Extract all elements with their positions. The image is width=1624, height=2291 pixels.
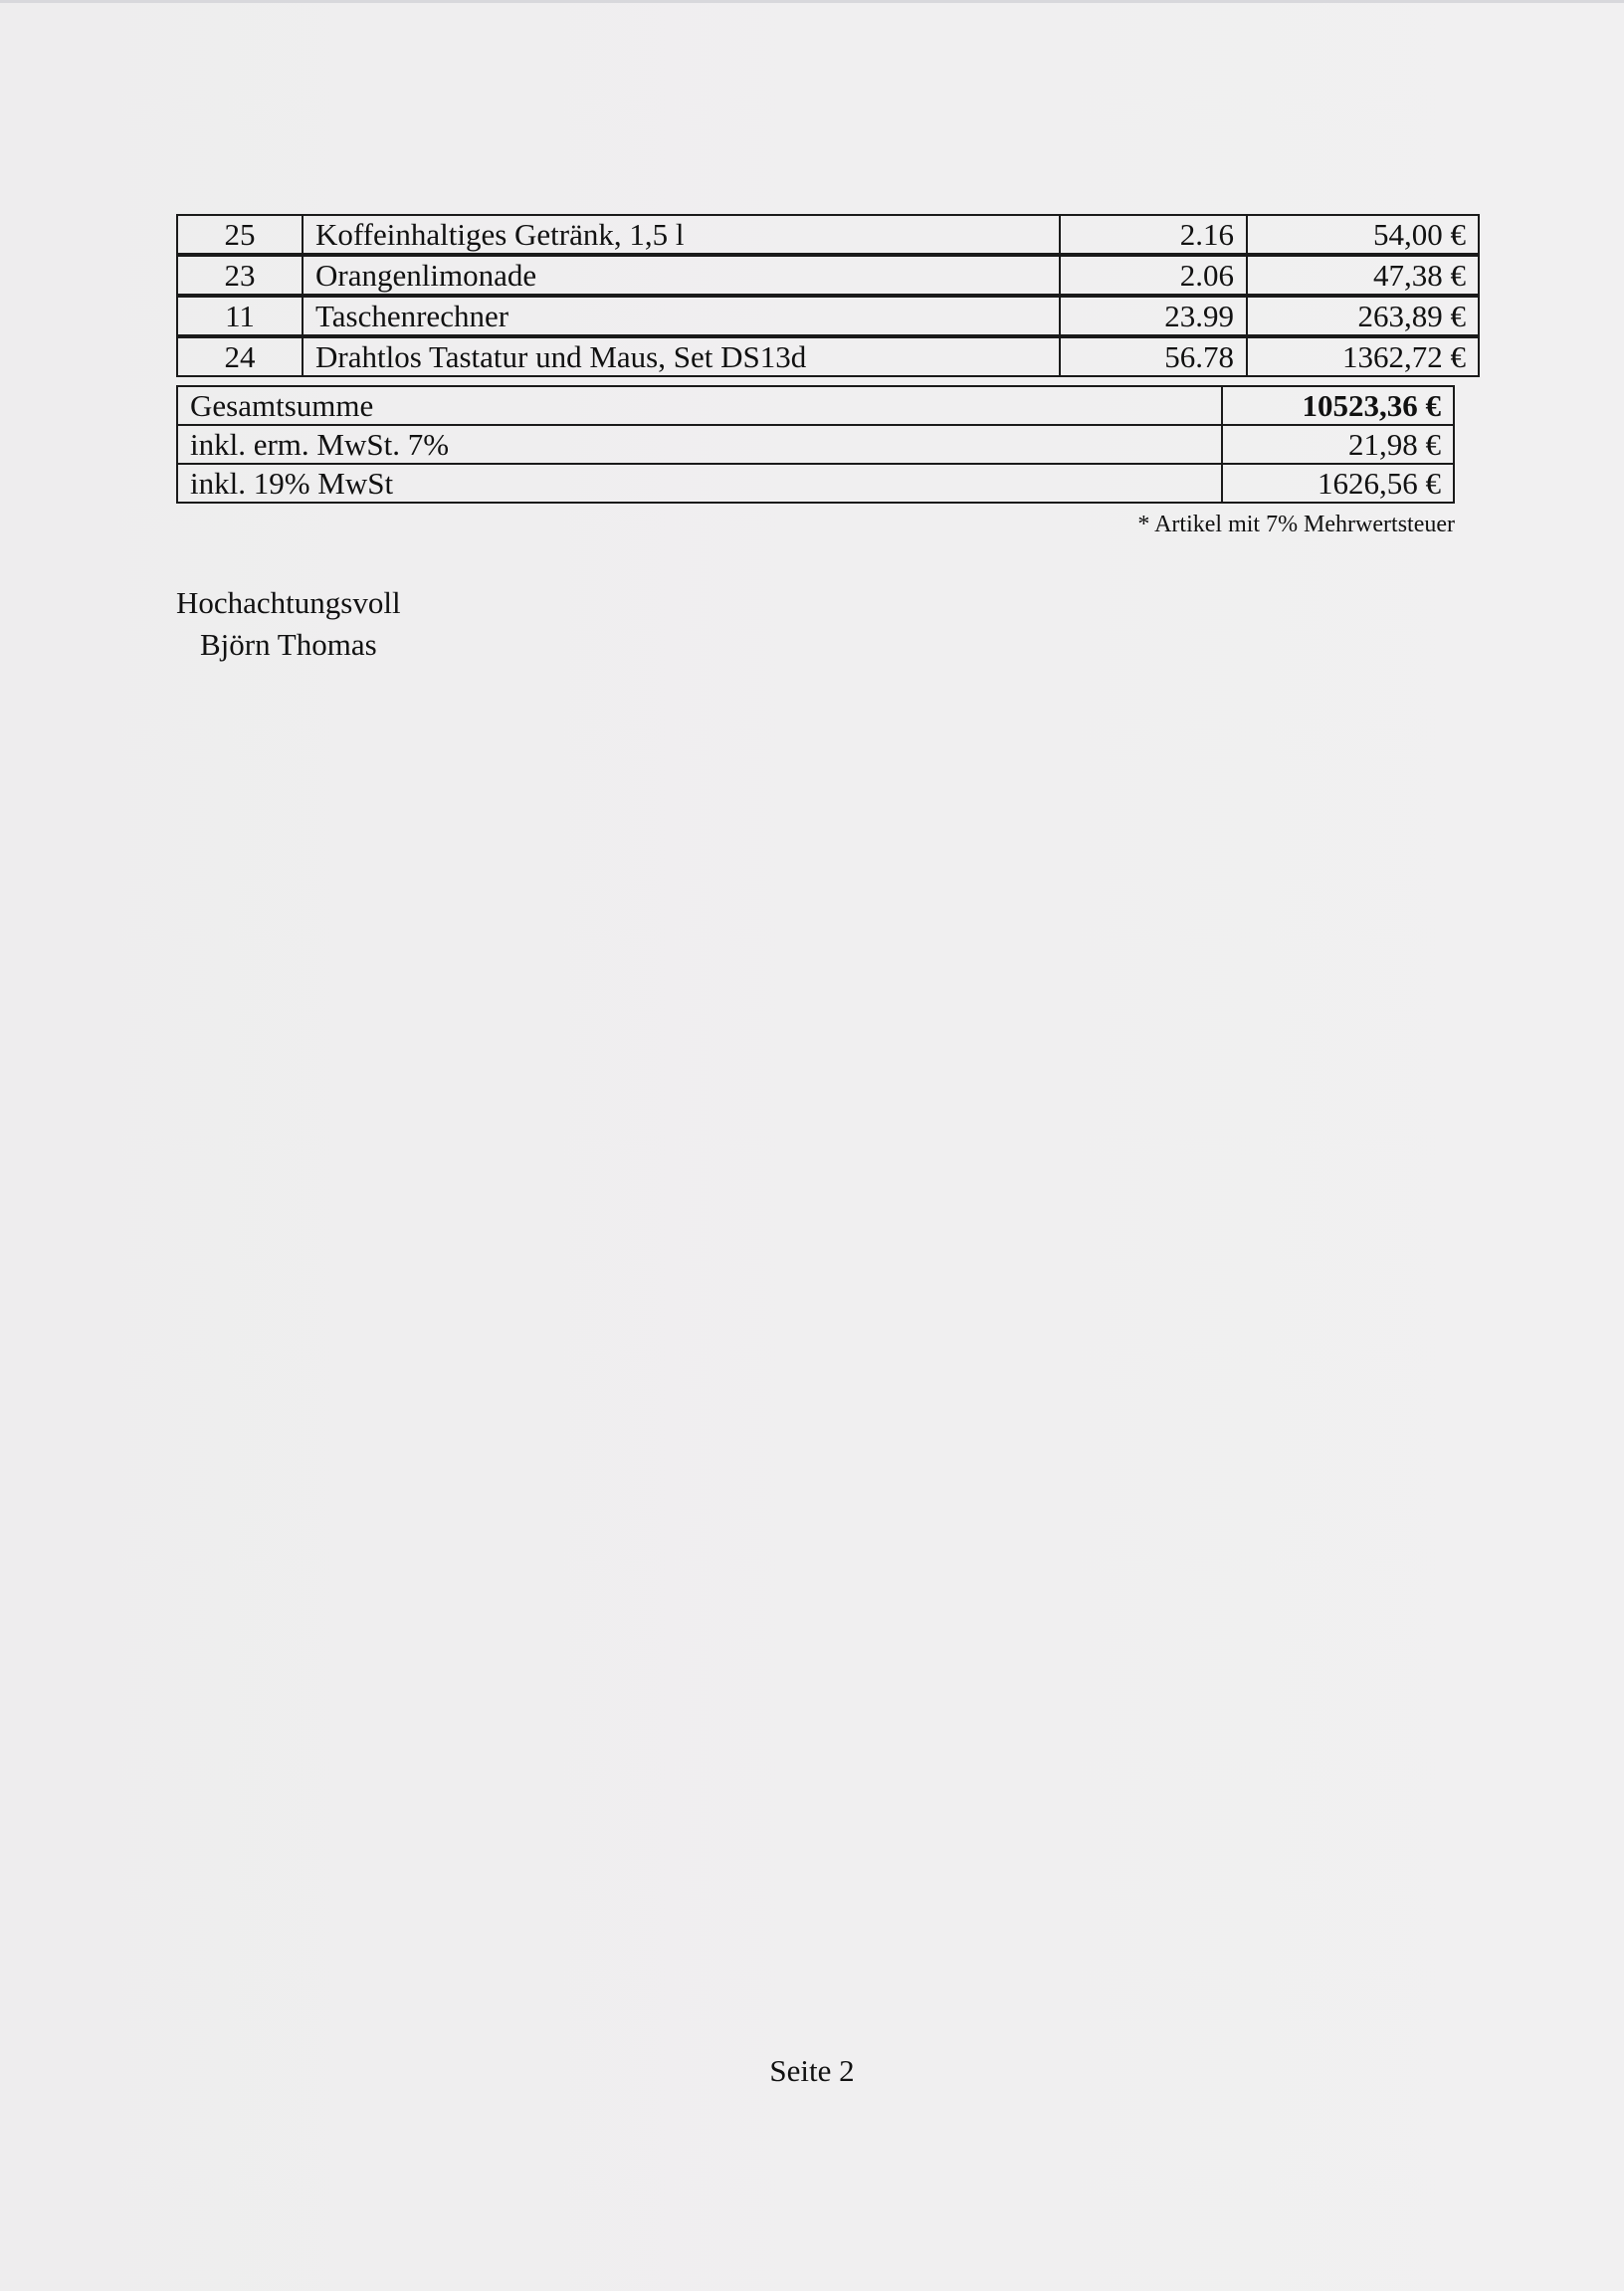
item-description: Orangenlimonade xyxy=(303,255,1060,296)
item-description: Koffeinhaltiges Getränk, 1,5 l xyxy=(303,215,1060,255)
item-total: 263,89 € xyxy=(1247,296,1479,336)
item-unit-price: 2.06 xyxy=(1060,255,1247,296)
standard-vat-label: inkl. 19% MwSt xyxy=(177,464,1222,503)
item-quantity: 23 xyxy=(177,255,303,296)
item-total: 47,38 € xyxy=(1247,255,1479,296)
item-total: 1362,72 € xyxy=(1247,336,1479,376)
item-quantity: 25 xyxy=(177,215,303,255)
item-total: 54,00 € xyxy=(1247,215,1479,255)
table-row xyxy=(177,255,1479,296)
closing-salutation: Hochachtungsvoll xyxy=(176,585,401,620)
document-page xyxy=(0,3,1624,2291)
standard-vat-value: 1626,56 € xyxy=(1222,464,1454,503)
table-row xyxy=(177,336,1479,376)
invoice-items-table xyxy=(176,214,1480,377)
table-row xyxy=(177,215,1479,255)
item-unit-price: 23.99 xyxy=(1060,296,1247,336)
reduced-vat-value: 21,98 € xyxy=(1222,425,1454,464)
invoice-totals-table xyxy=(176,385,1455,504)
item-unit-price: 2.16 xyxy=(1060,215,1247,255)
grand-total-row xyxy=(177,386,1454,425)
vat-footnote: * Artikel mit 7% Mehrwertsteuer xyxy=(1137,512,1455,537)
item-quantity: 11 xyxy=(177,296,303,336)
item-unit-price: 56.78 xyxy=(1060,336,1247,376)
grand-total-value: 10523,36 € xyxy=(1222,386,1454,425)
signer-name: Björn Thomas xyxy=(200,627,377,662)
standard-vat-row xyxy=(177,464,1454,503)
item-quantity: 24 xyxy=(177,336,303,376)
page-number: Seite 2 xyxy=(769,2053,855,2088)
grand-total-label: Gesamtsumme xyxy=(177,386,1222,425)
item-description: Taschenrechner xyxy=(303,296,1060,336)
table-row xyxy=(177,296,1479,336)
reduced-vat-row xyxy=(177,425,1454,464)
item-description: Drahtlos Tastatur und Maus, Set DS13d xyxy=(303,336,1060,376)
reduced-vat-label: inkl. erm. MwSt. 7% xyxy=(177,425,1222,464)
